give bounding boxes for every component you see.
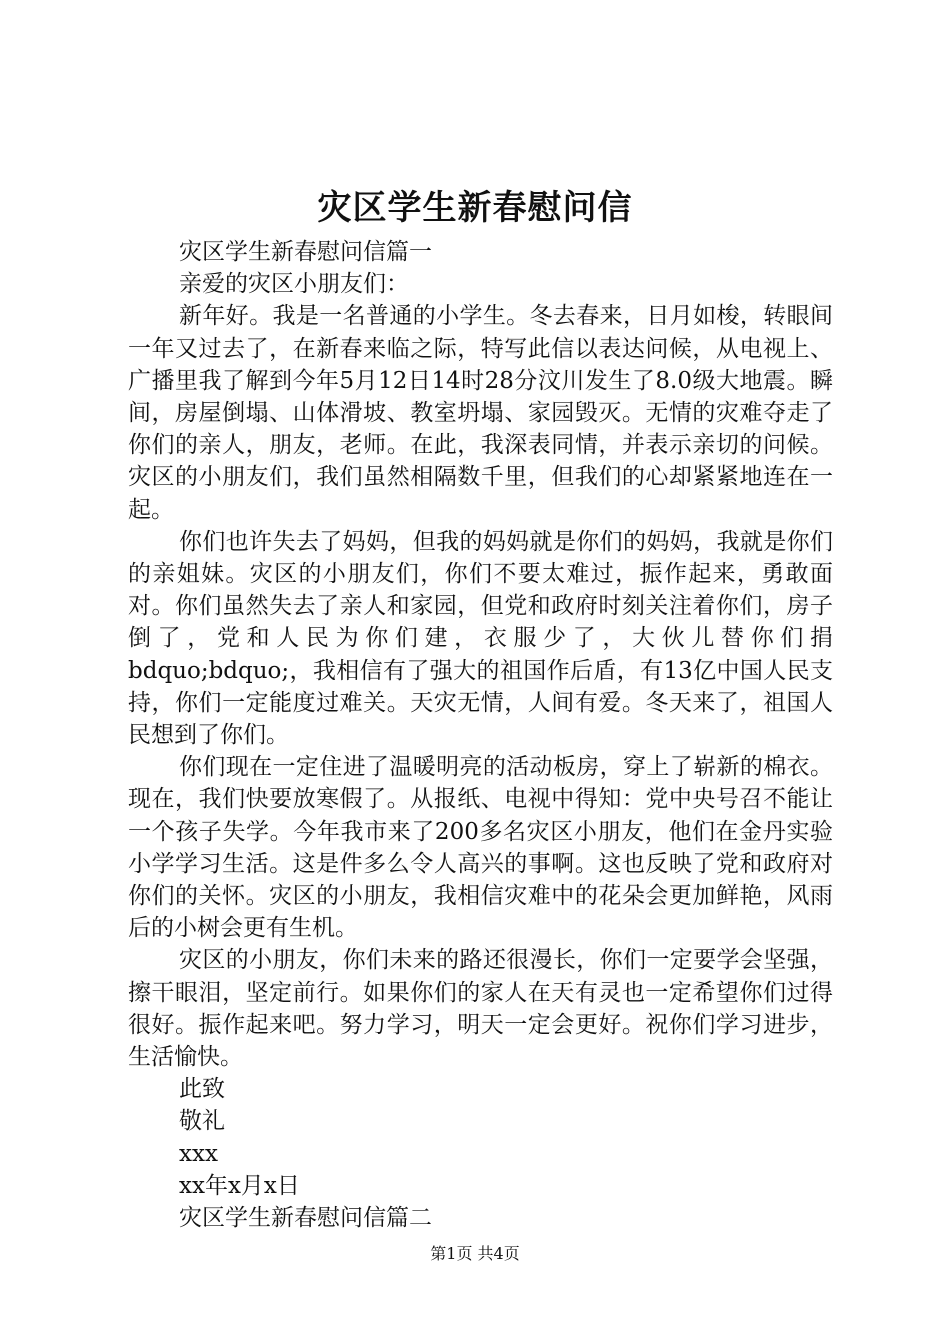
paragraph-body-4: 灾区的小朋友，你们未来的路还很漫长，你们一定要学会坚强，擦干眼泪，坚定前行。如果你们的家人在天有灵也一定希望你们过得很好。振作起来吧。努力学习，明天一定会更好。祝你们学习进步，生活愉快。: [128, 947, 833, 1071]
document-body: [128, 236, 833, 1234]
paragraph-body-3: 你们现在一定住进了温暖明亮的活动板房，穿上了崭新的棉衣。现在，我们快要放寒假了。从报纸、电视中得知：党中央号召不能让一个孩子失学。今年我市来了200多名灾区小朋友，他们在金丹实验小学学习生活。这是件多么令人高兴的事啊。这也反映了党和政府对你们的关怀。灾区的小朋友，我相信灾难中的花朵会更加鲜艳，风雨后的小树会更有生机。: [128, 754, 833, 942]
paragraph-closing-2: 敬礼: [179, 1108, 225, 1135]
paragraph-salutation: 亲爱的灾区小朋友们：: [179, 271, 409, 298]
paragraph-body-2: 你们也许失去了妈妈，但我的妈妈就是你们的妈妈，我就是你们的亲姐妹。灾区的小朋友们，你们不要太难过，振作起来，勇敢面对。你们虽然失去了亲人和家园，但党和政府时刻关注着你们，房子倒了，党和人民为你们建，衣服少了，大伙儿替你们捐 bdquo;bdquo;，我相信有了强大的祖国作后盾，有13亿中国人民支持，你们一定能度过难关。天灾无情，人间有爱。冬天来了，祖国人民想到了你们。: [128, 528, 833, 749]
paragraph-signature: xxx: [179, 1140, 218, 1167]
paragraph-section-heading-2: 灾区学生新春慰问信篇二: [179, 1205, 432, 1232]
paragraph-date: xx年x月x日: [179, 1172, 300, 1199]
paragraph-section-heading-1: 灾区学生新春慰问信篇一: [179, 239, 432, 265]
page-number-footer: 第1页 共4页: [430, 1244, 520, 1263]
paragraph-body-1: 新年好。我是一名普通的小学生。冬去春来，日月如梭，转眼间一年又过去了，在新春来临之际，特写此信以表达问候，从电视上、广播里我了解到今年5月12日14时28分汶川发生了8.0级大地震。瞬间，房屋倒塌、山体滑坡、教室坍塌、家园毁灭。无情的灾难夺走了你们的亲人，朋友，老师。在此，我深表同情，并表示亲切的问候。灾区的小朋友们，我们虽然相隔数千里，但我们的心却紧紧地连在一起。: [128, 303, 833, 523]
document-title: 灾区学生新春慰问信: [317, 188, 633, 228]
paragraph-closing-1: 此致: [179, 1076, 225, 1103]
